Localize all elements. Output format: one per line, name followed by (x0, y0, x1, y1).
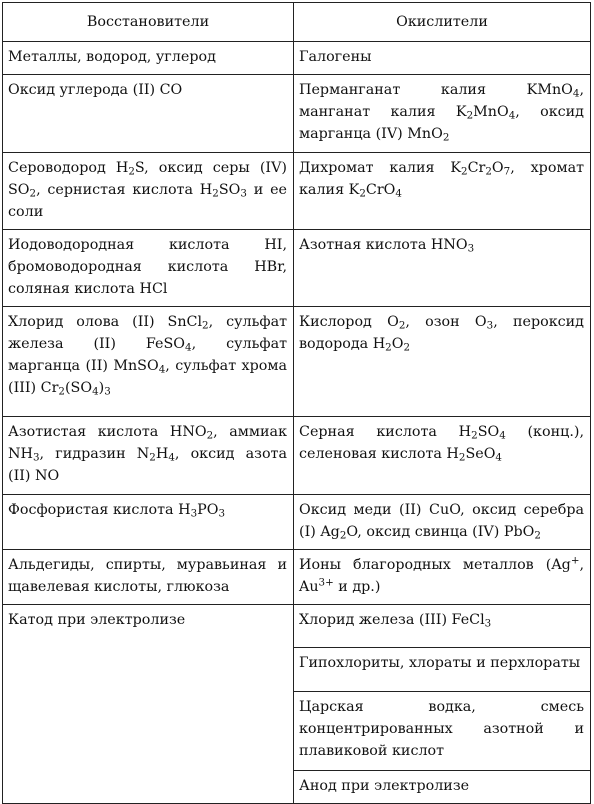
table-row (3, 550, 591, 605)
reductant-cell (3, 307, 294, 417)
table-row (3, 75, 591, 153)
oxidant-text: Азотная кислота $HNO_3$ (299, 237, 475, 255)
oxidant-cell (294, 153, 591, 230)
reductants-oxidants-table (2, 2, 591, 804)
table-row (3, 42, 591, 75)
reductant-cell (3, 495, 294, 550)
table-body (3, 42, 591, 804)
oxidant-text: Серная кислота $H_2SO_4$ (конц.), селеновая кислота $H_2SeO_4$ (299, 424, 584, 464)
oxidant-cell (294, 417, 591, 495)
reductant-cell (3, 417, 294, 495)
oxidant-text: Дихромат калия $K_2Cr_2O_7$, хромат калия $K_2CrO_4$ (299, 160, 584, 200)
table-row (3, 230, 591, 307)
reductant-text: Хлорид олова (II) SnCl$_2$, сульфат железа (II) FeSO$_4$, сульфат марганца (II) MnSO$_4$, сульфат хрома (III) $Cr_2(SO_4)_3$ (8, 314, 287, 398)
oxidant-text: Анод при электролизе (299, 778, 470, 794)
oxidant-cell (294, 495, 591, 550)
oxidant-cell (294, 648, 591, 692)
oxidant-cell (294, 230, 591, 307)
table-row (3, 153, 591, 230)
oxidant-cell (294, 550, 591, 605)
header-oxidants: Окислители (294, 3, 591, 42)
oxidant-text: Гипохлориты, хлораты и перхлораты (299, 655, 581, 671)
oxidant-text: Хлорид железа (III) FeCl$_3$ (299, 612, 492, 630)
oxidant-text: Ионы благородных металлов (Ag+, $Au^{3+}$ и др.) (299, 554, 584, 595)
oxidant-cell (294, 42, 591, 75)
reductant-text: Сероводород $H_2S$, оксид серы (IV) $SO_2$, сернистая кислота $H_2SO_3$ и ее соли (8, 160, 287, 220)
oxidant-cell (294, 307, 591, 417)
oxidant-text: Оксид меди (II) CuO, оксид серебра (I) $Ag_2O$, оксид свинца (IV) PbO$_2$ (299, 502, 584, 542)
reductant-text: Катод при электролизе (8, 612, 186, 628)
reductant-cell (3, 550, 294, 605)
oxidant-text: Перманганат калия KMnO$_4$, манганат калия $K_2MnO_4$, оксид марганца (IV) MnO$_2$ (299, 82, 584, 144)
table-row (3, 605, 591, 648)
reductant-text: Альдегиды, спирты, муравьиная и щавелевая кислоты, глюкоза (8, 557, 287, 595)
oxidant-cell (294, 771, 591, 804)
reductant-text: Фосфористая кислота $H_3PO_3$ (8, 502, 226, 520)
reductant-cell (3, 605, 294, 804)
oxidant-cell (294, 605, 591, 648)
table-row (3, 495, 591, 550)
oxidant-text: Кислород $O_2$, озон $O_3$, пероксид водорода $H_2O_2$ (299, 314, 584, 354)
reductant-cell (3, 153, 294, 230)
table-row (3, 417, 591, 495)
oxidant-cell (294, 692, 591, 771)
table-row (3, 307, 591, 417)
reductant-text: Иодоводородная кислота HI, бромоводородная кислота HBr, соляная кислота HCl (8, 237, 287, 297)
reductant-text: Металлы, водород, углерод (8, 49, 216, 65)
header-reductants: Восстановители (3, 3, 294, 42)
reductant-text: Азотистая кислота $HNO_2$, аммиак $NH_3$, гидразин $N_2H_4$, оксид азота (II) NO (8, 424, 287, 484)
oxidant-text: Царская водка, смесь концентрированных азотной и плавиковой кислот (299, 699, 584, 759)
header-row (3, 3, 591, 42)
oxidant-text: Галогены (299, 49, 372, 65)
reductant-cell (3, 42, 294, 75)
reductant-text: Оксид углерода (II) CO (8, 82, 183, 98)
oxidant-cell (294, 75, 591, 153)
reductant-cell (3, 230, 294, 307)
reductant-cell (3, 75, 294, 153)
